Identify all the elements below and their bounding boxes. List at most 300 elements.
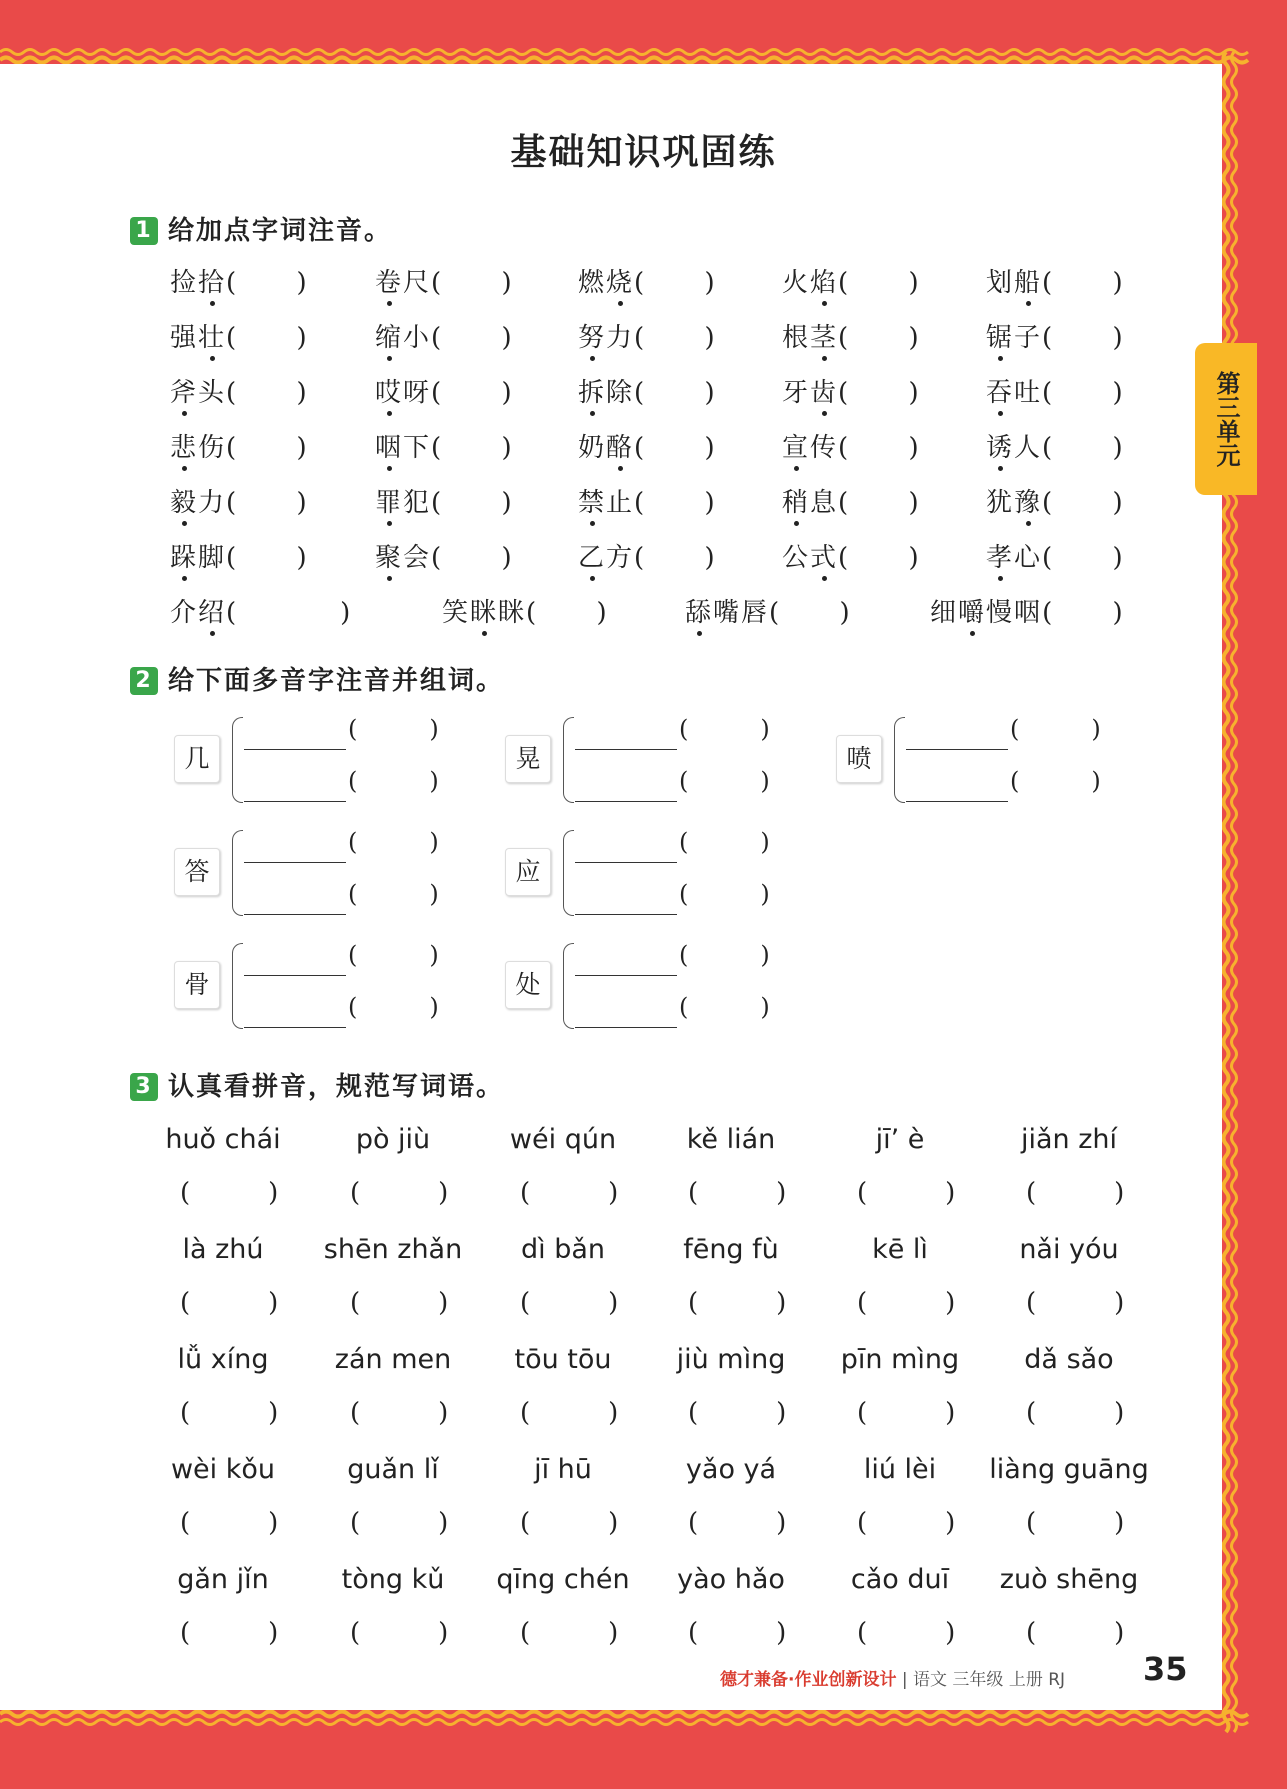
answer-blank[interactable]: ( ) [1042,543,1123,573]
word [578,488,634,518]
word-blank[interactable] [906,749,1008,750]
answer-blank[interactable]: ( ) [838,323,919,353]
answer-blank[interactable]: ( ) [1042,268,1123,298]
dotted-char: 诱 [986,433,1015,463]
q1-item [578,537,715,574]
pinyin-text: nǎi yóu [1019,1234,1119,1265]
pinyin-text: zuò shēng [999,1564,1139,1595]
brace [232,943,243,1029]
answer-blank[interactable]: ( ) [838,488,919,518]
q1-item [578,482,715,519]
char: 嘴 [713,598,742,628]
word [986,543,1042,573]
brace [563,943,574,1029]
q1-item [578,372,715,409]
q1-item [782,317,919,354]
section-1-heading [130,210,392,247]
pinyin-text: zán men [334,1344,452,1375]
answer-blank[interactable]: ( ) [634,268,715,298]
word-answer-blank[interactable]: ( ) [857,1508,956,1538]
dotted-char: 眯 [470,598,499,628]
section-3-label: 认真看拼音，规范写词语。 [168,1072,505,1102]
char: 除 [606,378,635,408]
word-answer-blank[interactable]: ( ) [688,1508,787,1538]
word-answer-blank[interactable]: ( ) [350,1178,449,1208]
char: 唇 [741,598,770,628]
pinyin-blank[interactable]: ( ) [679,880,770,908]
char: 划 [986,268,1015,298]
word-blank[interactable] [244,801,346,802]
word-answer-blank[interactable]: ( ) [1026,1288,1125,1318]
polyphone-group [505,939,805,1034]
word [986,488,1042,518]
q1-item [578,317,715,354]
char: 会 [403,543,432,573]
dotted-char: 咽 [375,433,404,463]
word-answer-blank[interactable]: ( ) [688,1398,787,1428]
char: 力 [198,488,227,518]
answer-row [168,1178,1168,1218]
answer-blank[interactable]: ( ) [838,268,919,298]
page-number: 35 [1143,1650,1188,1688]
answer-blank[interactable]: ( ) [226,433,307,463]
word [578,378,634,408]
char: 传 [810,433,839,463]
pinyin-text: guǎn lǐ [347,1454,439,1485]
q1-row [170,317,1140,357]
answer-blank[interactable]: ( ) [769,598,850,628]
q1-item [375,262,512,299]
char: 介 [170,598,199,628]
q1-item [170,482,307,519]
q1-row [170,537,1140,577]
dotted-char: 船 [1014,268,1043,298]
answer-blank[interactable]: ( ) [526,598,607,628]
q1-item [170,427,307,464]
q1-item [986,372,1123,409]
pinyin-text: liú lèi [863,1454,937,1485]
dotted-char: 拾 [198,268,227,298]
word [782,543,838,573]
word-answer-blank[interactable]: ( ) [520,1618,619,1648]
q1-row [170,372,1140,412]
answer-blank[interactable]: ( ) [838,378,919,408]
word [375,433,431,463]
pinyin-text: tòng kǔ [341,1564,445,1595]
char: 尺 [403,268,432,298]
word-answer-blank[interactable]: ( ) [857,1398,956,1428]
char: 人 [1014,433,1043,463]
word [578,323,634,353]
word [578,433,634,463]
word-answer-blank[interactable]: ( ) [180,1618,279,1648]
polyphone-group [505,713,805,808]
q1-item [685,592,850,629]
pinyin-text: qīng chén [496,1564,630,1595]
q1-item [930,592,1123,629]
word [375,323,431,353]
word [170,323,226,353]
word-answer-blank[interactable]: ( ) [350,1618,449,1648]
pinyin-text: là zhú [182,1234,264,1265]
pinyin-text: pīn mìng [840,1344,960,1375]
word-answer-blank[interactable]: ( ) [1026,1178,1125,1208]
char: 力 [606,323,635,353]
word-blank[interactable] [244,749,346,750]
answer-blank[interactable]: ( ) [431,268,512,298]
answer-blank[interactable]: ( ) [838,543,919,573]
answer-blank[interactable]: ( ) [226,598,351,628]
word-answer-blank[interactable]: ( ) [180,1508,279,1538]
brace [563,717,574,803]
q1-row [170,482,1140,522]
word [782,378,838,408]
brace [563,830,574,916]
pinyin-blank[interactable]: ( ) [1010,715,1101,743]
word [986,323,1042,353]
char: 牙 [782,378,811,408]
q1-item [170,592,350,629]
word-answer-blank[interactable]: ( ) [857,1178,956,1208]
word [986,433,1042,463]
char: 慢 [986,598,1015,628]
word-answer-blank[interactable]: ( ) [350,1288,449,1318]
dotted-char: 壮 [198,323,227,353]
unit-tab: 第三单元 [1195,343,1257,495]
dotted-char: 酪 [606,433,635,463]
pinyin-blank[interactable]: ( ) [679,828,770,856]
footer [720,1665,1065,1690]
pinyin-row [168,1344,1168,1384]
word-answer-blank[interactable]: ( ) [520,1288,619,1318]
q1-item [986,427,1123,464]
char: 咽 [1014,598,1043,628]
word-answer-blank[interactable]: ( ) [520,1398,619,1428]
char: 头 [198,378,227,408]
char: 下 [403,433,432,463]
dotted-char: 悲 [170,433,199,463]
polyphone-char: 晃 [505,735,551,783]
pinyin-blank[interactable]: ( ) [679,941,770,969]
answer-blank[interactable]: ( ) [226,488,307,518]
q1-item [782,427,919,464]
dotted-char: 缩 [375,323,404,353]
word-blank[interactable] [575,914,677,915]
pinyin-blank[interactable]: ( ) [348,715,439,743]
footer-brand: 德才兼备·作业创新设计 [720,1670,897,1690]
q1-item [170,372,307,409]
dotted-char: 哎 [375,378,404,408]
answer-blank[interactable]: ( ) [634,433,715,463]
q1-item [782,537,919,574]
footer-separator: | [901,1670,908,1690]
word-blank[interactable] [575,862,677,863]
word-answer-blank[interactable]: ( ) [350,1398,449,1428]
word-answer-blank[interactable]: ( ) [1026,1398,1125,1428]
word [375,488,431,518]
dotted-char: 孝 [986,543,1015,573]
word [578,268,634,298]
word [578,543,634,573]
word-answer-blank[interactable]: ( ) [688,1618,787,1648]
word-answer-blank[interactable]: ( ) [688,1178,787,1208]
pinyin-blank[interactable]: ( ) [348,828,439,856]
pinyin-text: shēn zhǎn [323,1234,463,1265]
pinyin-blank[interactable]: ( ) [1010,767,1101,795]
polyphone-char: 应 [505,848,551,896]
pinyin-row [165,1124,1168,1164]
char: 小 [403,323,432,353]
section-2-heading [130,660,504,697]
pinyin-text: jī’ è [875,1124,925,1155]
dotted-char: 嚼 [958,598,987,628]
dotted-char: 烧 [606,268,635,298]
polyphone-char: 骨 [174,961,220,1009]
q1-item [578,262,715,299]
polyphone-char: 几 [174,735,220,783]
word-answer-blank[interactable]: ( ) [180,1288,279,1318]
char: 强 [170,323,199,353]
word-blank[interactable] [244,914,346,915]
dotted-char: 舔 [685,598,714,628]
word-answer-blank[interactable]: ( ) [180,1178,279,1208]
section-2-label: 给下面多音字注音并组词。 [168,666,505,696]
polyphone-group [174,713,474,808]
pinyin-blank[interactable]: ( ) [679,767,770,795]
word-answer-blank[interactable]: ( ) [1026,1508,1125,1538]
pinyin-text: huǒ chái [165,1124,281,1155]
q1-item [170,262,307,299]
q1-row [170,592,1140,632]
polyphone-group [505,826,805,921]
answer-blank[interactable]: ( ) [226,543,307,573]
answer-blank[interactable]: ( ) [431,323,512,353]
q1-item [782,372,919,409]
q1-item [442,592,607,629]
answer-blank[interactable]: ( ) [1042,598,1123,628]
polyphone-char: 处 [505,961,551,1009]
char: 吐 [1014,378,1043,408]
char: 眯 [498,598,527,628]
answer-blank[interactable]: ( ) [1042,378,1123,408]
word [986,268,1042,298]
dotted-char: 乙 [578,543,607,573]
word [986,378,1042,408]
answer-blank[interactable]: ( ) [838,433,919,463]
char: 笑 [442,598,471,628]
char: 伤 [198,433,227,463]
q1-item [986,482,1123,519]
dotted-char: 豫 [1014,488,1043,518]
q1-item [986,317,1123,354]
char: 子 [1014,323,1043,353]
dotted-char: 茎 [810,323,839,353]
q1-item [782,262,919,299]
polyphone-group [836,713,1136,808]
q1-item [375,317,512,354]
char: 心 [1014,543,1043,573]
pinyin-text: tōu tōu [514,1344,612,1375]
word [685,598,769,628]
answer-blank[interactable]: ( ) [634,323,715,353]
char: 息 [810,488,839,518]
answer-blank[interactable]: ( ) [431,433,512,463]
pinyin-text: cǎo duī [850,1564,950,1595]
word [930,598,1042,628]
answer-blank[interactable]: ( ) [226,323,307,353]
polyphone-group [174,826,474,921]
pinyin-blank[interactable]: ( ) [679,715,770,743]
word-answer-blank[interactable]: ( ) [688,1288,787,1318]
dotted-char: 锯 [986,323,1015,353]
pinyin-text: kě lián [686,1124,776,1155]
word-blank[interactable] [244,975,346,976]
pinyin-blank[interactable]: ( ) [348,941,439,969]
answer-row [168,1618,1168,1658]
word-answer-blank[interactable]: ( ) [1026,1618,1125,1648]
word-answer-blank[interactable]: ( ) [180,1398,279,1428]
dotted-char: 卷 [375,268,404,298]
word-answer-blank[interactable]: ( ) [520,1178,619,1208]
word [170,598,226,628]
dotted-char: 跺 [170,543,199,573]
word [442,598,526,628]
pinyin-text: fēng fù [683,1234,779,1265]
char: 犯 [403,488,432,518]
q1-item [170,537,307,574]
pinyin-text: pò jiù [355,1124,431,1155]
q1-item [782,482,919,519]
dotted-char: 宣 [782,433,811,463]
pinyin-text: liàng guāng [989,1454,1149,1485]
footer-info: 语文 三年级 上册 RJ [913,1670,1066,1690]
dotted-char: 罪 [375,488,404,518]
section-2-number: 2 [130,667,158,695]
dotted-char: 稍 [782,488,811,518]
section-3-number: 3 [130,1073,158,1101]
word [782,268,838,298]
word-blank[interactable] [244,862,346,863]
answer-blank[interactable]: ( ) [431,543,512,573]
dotted-char: 绍 [198,598,227,628]
answer-blank[interactable]: ( ) [226,378,307,408]
pinyin-text: yào hǎo [677,1564,785,1595]
dotted-char: 斧 [170,378,199,408]
char: 犹 [986,488,1015,518]
word-blank[interactable] [575,1027,677,1028]
answer-row [168,1508,1168,1548]
pinyin-text: jiù mìng [676,1344,786,1375]
pinyin-text: wèi kǒu [170,1454,276,1485]
dotted-char: 吞 [986,378,1015,408]
word [375,378,431,408]
answer-blank[interactable]: ( ) [1042,433,1123,463]
answer-blank[interactable]: ( ) [431,488,512,518]
word-answer-blank[interactable]: ( ) [857,1618,956,1648]
word [782,323,838,353]
brace [894,717,905,803]
pinyin-text: wéi qún [509,1124,617,1155]
word-blank[interactable] [244,1027,346,1028]
pinyin-blank[interactable]: ( ) [348,880,439,908]
polyphone-char: 答 [174,848,220,896]
answer-blank[interactable]: ( ) [634,488,715,518]
answer-blank[interactable]: ( ) [431,378,512,408]
word [170,433,226,463]
dotted-char: 齿 [810,378,839,408]
word [170,268,226,298]
pinyin-text: kē lì [872,1234,928,1265]
answer-blank[interactable]: ( ) [634,378,715,408]
word [170,488,226,518]
pinyin-blank[interactable]: ( ) [348,993,439,1021]
word [782,488,838,518]
pinyin-blank[interactable]: ( ) [679,993,770,1021]
q1-item [375,482,512,519]
answer-blank[interactable]: ( ) [226,268,307,298]
q1-item [170,317,307,354]
char: 火 [782,268,811,298]
answer-row [168,1288,1168,1328]
page-title: 基础知识巩固练 [510,132,777,173]
dotted-char: 式 [810,543,839,573]
dotted-char: 禁 [578,488,607,518]
word [170,378,226,408]
pinyin-row [168,1564,1168,1604]
dotted-char: 毅 [170,488,199,518]
word-answer-blank[interactable]: ( ) [520,1508,619,1538]
word-blank[interactable] [906,801,1008,802]
dotted-char: 拆 [578,378,607,408]
word-blank[interactable] [575,975,677,976]
section-3-heading [130,1066,504,1103]
char: 呀 [403,378,432,408]
dotted-char: 焰 [810,268,839,298]
q1-item [986,537,1123,574]
q1-item [375,372,512,409]
answer-blank[interactable]: ( ) [1042,488,1123,518]
word [375,268,431,298]
q1-item [986,262,1123,299]
word-answer-blank[interactable]: ( ) [350,1508,449,1538]
pinyin-text: jiǎn zhí [1020,1124,1118,1155]
pinyin-blank[interactable]: ( ) [348,767,439,795]
word-blank[interactable] [575,749,677,750]
char: 燃 [578,268,607,298]
q1-item [375,537,512,574]
answer-blank[interactable]: ( ) [634,543,715,573]
answer-blank[interactable]: ( ) [1042,323,1123,353]
word-answer-blank[interactable]: ( ) [857,1288,956,1318]
char: 细 [930,598,959,628]
q1-item [375,427,512,464]
q1-row [170,427,1140,467]
word-blank[interactable] [575,801,677,802]
pinyin-text: yǎo yá [685,1454,777,1485]
pinyin-row [168,1234,1168,1274]
word [375,543,431,573]
pinyin-text: dǎ sǎo [1024,1344,1114,1375]
q1-row [170,262,1140,302]
char: 脚 [198,543,227,573]
dotted-char: 聚 [375,543,404,573]
word [782,433,838,463]
char: 公 [782,543,811,573]
section-1-number: 1 [130,217,158,245]
pinyin-text: dì bǎn [520,1234,606,1265]
char: 根 [782,323,811,353]
dotted-char: 努 [578,323,607,353]
